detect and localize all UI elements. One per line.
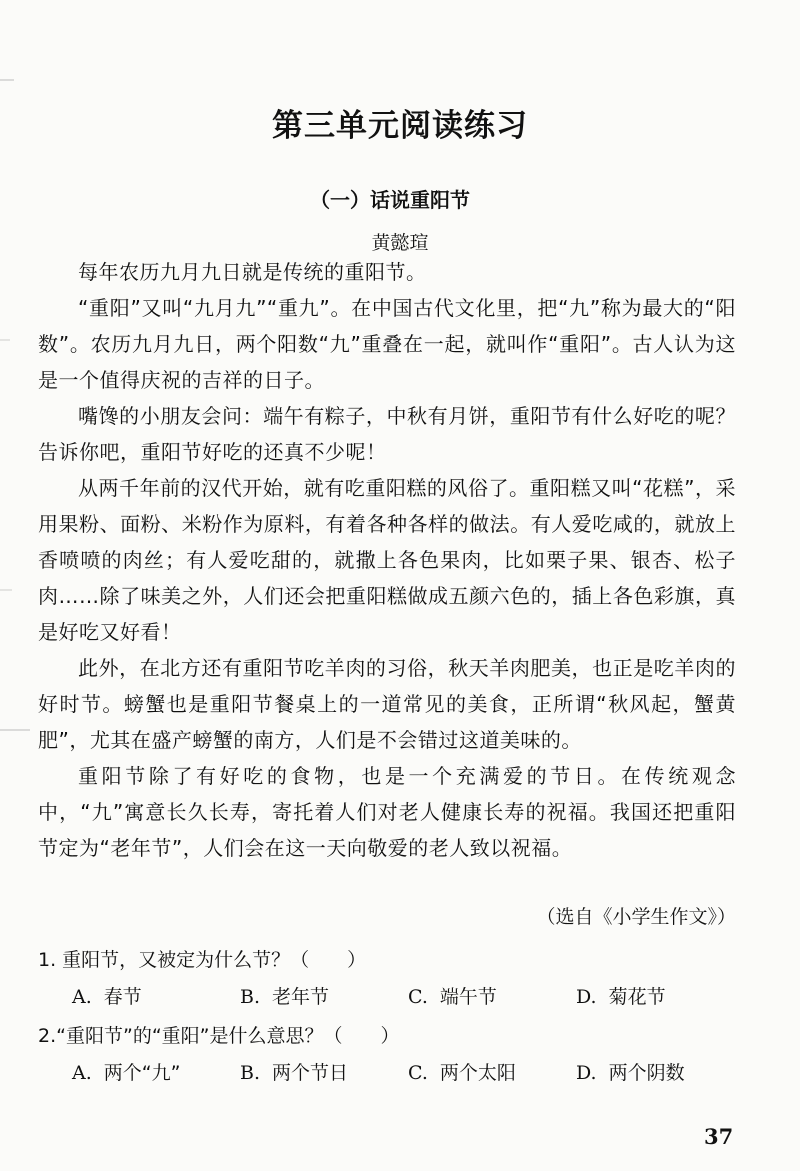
option-a[interactable]	[72, 977, 240, 1017]
option-text: 菊花节	[608, 986, 666, 1008]
question-1	[38, 943, 758, 1017]
paragraph: 此外，在北方还有重阳节吃羊肉的习俗，秋天羊肉肥美，也正是吃羊肉的好时节。螃蟹也是重阳节餐桌上的一道常见的美食，正所谓“秋风起，蟹黄肥”，尤其在盛产螃蟹的南方，人们是不会错过这道美味的。	[38, 656, 736, 752]
paragraph: “重阳”又叫“九月九”“重九”。在中国古代文化里，把“九”称为最大的“阳数”。农历九月九日，两个阳数“九”重叠在一起，就叫作“重阳”。古人认为这是一个值得庆祝的吉祥的日子。	[38, 296, 736, 392]
question-2	[38, 1019, 758, 1093]
article-author: 黄懿瑄	[371, 232, 429, 254]
paragraph: 嘴馋的小朋友会问：端午有粽子，中秋有月饼，重阳节有什么好吃的呢？告诉你吧，重阳节好吃的还真不少呢！	[38, 404, 736, 464]
unit-title: 第三单元阅读练习	[272, 108, 528, 144]
option-letter: D.	[576, 986, 597, 1008]
question-stem: 2.“重阳节”的“重阳”是什么意思？（ ）	[38, 1025, 400, 1047]
option-letter: C.	[408, 986, 428, 1008]
option-text: 端午节	[439, 986, 497, 1008]
option-b[interactable]	[240, 977, 408, 1017]
article-title: （一）话说重阳节	[310, 188, 470, 212]
option-d[interactable]	[576, 1053, 744, 1093]
option-text: 两个节日	[272, 1062, 349, 1084]
question-list	[38, 943, 758, 1095]
paragraph: 每年农历九月九日就是传统的重阳节。	[78, 260, 427, 284]
option-letter: A.	[72, 1062, 92, 1084]
article-source: （选自《小学生作文》）	[536, 906, 736, 928]
article-body	[38, 254, 736, 866]
option-a[interactable]	[72, 1053, 240, 1093]
option-c[interactable]	[408, 977, 576, 1017]
option-text: 两个阴数	[608, 1062, 685, 1084]
option-b[interactable]	[240, 1053, 408, 1093]
option-c[interactable]	[408, 1053, 576, 1093]
option-text: 老年节	[272, 986, 330, 1008]
paragraph: 从两千年前的汉代开始，就有吃重阳糕的风俗了。重阳糕又叫“花糕”，采用果粉、面粉、米粉作为原料，有着各种各样的做法。有人爱吃咸的，就放上香喷喷的肉丝；有人爱吃甜的，就撒上各色果肉，比如栗子果、银杏、松子肉……除了味美之外，人们还会把重阳糕做成五颜六色的，插上各色彩旗，真是好吃又好看！	[38, 476, 736, 644]
option-letter: B.	[240, 1062, 261, 1084]
option-letter: A.	[72, 986, 92, 1008]
page-number: 37	[704, 1124, 734, 1149]
option-letter: C.	[408, 1062, 428, 1084]
option-text: 春节	[103, 986, 142, 1008]
option-list	[38, 977, 758, 1017]
question-stem: 1. 重阳节，又被定为什么节？（ ）	[38, 949, 367, 971]
option-d[interactable]	[576, 977, 744, 1017]
option-text: 两个“九”	[103, 1062, 181, 1084]
option-letter: D.	[576, 1062, 597, 1084]
option-list	[38, 1053, 758, 1093]
option-letter: B.	[240, 986, 261, 1008]
paragraph: 重阳节除了有好吃的食物，也是一个充满爱的节日。在传统观念中，“九”寓意长久长寿，寄托着人们对老人健康长寿的祝福。我国还把重阳节定为“老年节”，人们会在这一天向敬爱的老人致以祝福。	[38, 764, 736, 860]
option-text: 两个太阳	[439, 1062, 516, 1084]
